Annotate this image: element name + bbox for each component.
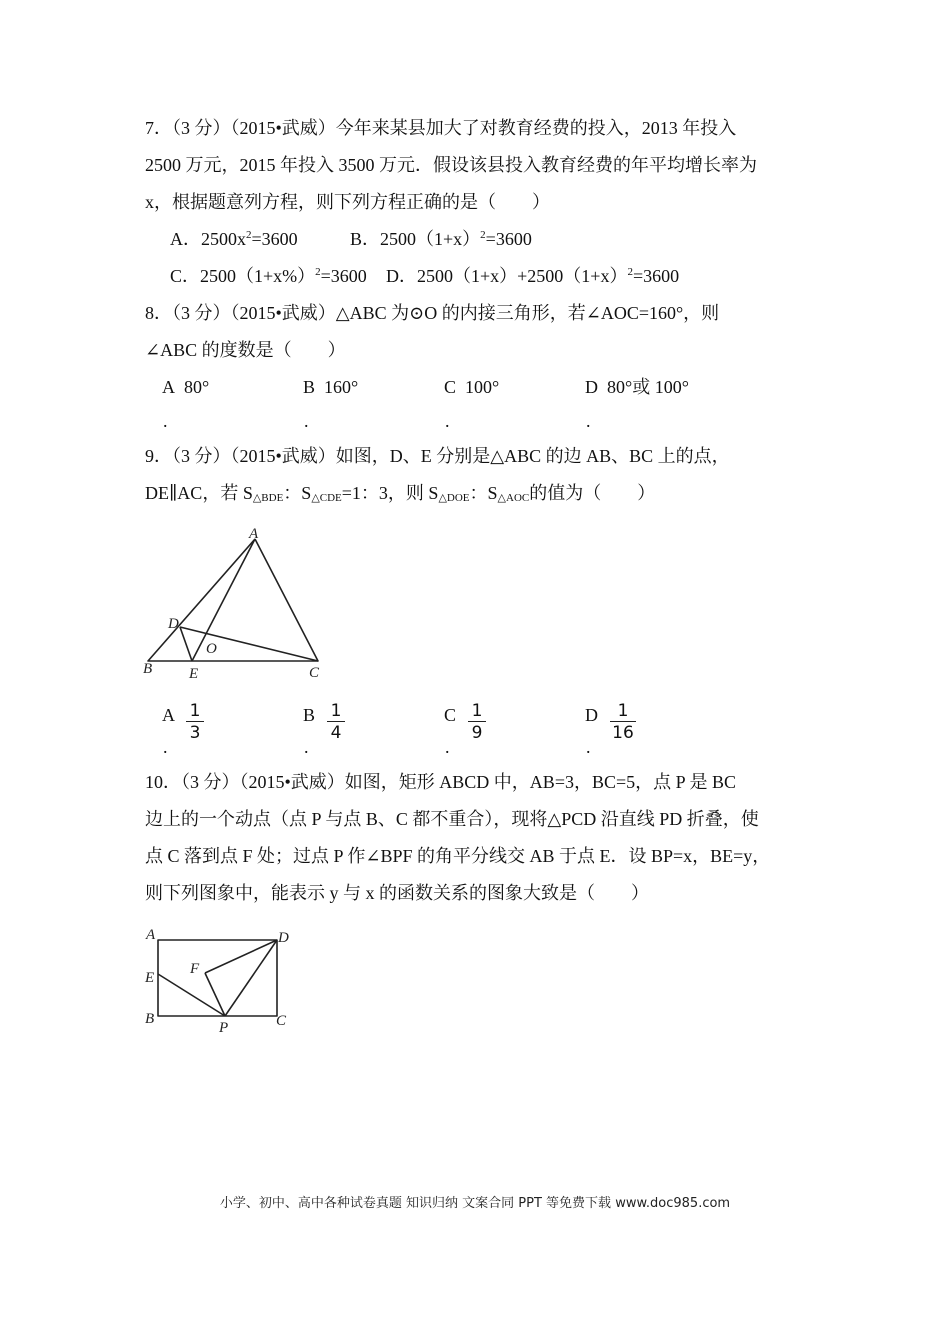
q9-option-d-dot: . xyxy=(586,737,591,757)
q9-option-b-fraction: 1 4 xyxy=(327,702,345,742)
q9-line-2: DE∥AC，若 $S_{\triangle BDE}$：$S_{\triangle CDE}=1$：3，则 $S_{\triangle DOE}$：$S_{\triangle AOC}$的值为（ ） xyxy=(145,483,656,504)
q8-line-1: 8．（3 分）（2015•武威）△ABC 为⊙O 的内接三角形，若∠AOC=160°，则 xyxy=(145,303,720,323)
q10-line-3: 点 C 落到点 F 处；过点 P 作∠BPF 的角平分线交 AB 于点 E．设 BP=x，BE=y， xyxy=(145,846,771,866)
q8-option-c-dot: . xyxy=(445,411,450,431)
q9-option-d-letter: D xyxy=(585,705,598,725)
q8-option-a-dot: . xyxy=(163,411,168,431)
q7-option-d: D．$2500(1+x)+2500(1+x)^2=3600$ xyxy=(386,266,680,286)
q10-label-f: F xyxy=(190,961,200,977)
q9-triangle-outline xyxy=(148,539,318,661)
q8-option-a: A 80° xyxy=(162,377,210,397)
q9-label-c: C xyxy=(309,665,320,681)
q9-label-b: B xyxy=(143,661,153,677)
q9-option-d-fraction: 1 16 xyxy=(610,702,636,742)
q10-label-b: B xyxy=(145,1011,155,1027)
q9-option-a-letter: A xyxy=(162,705,175,725)
q9-label-e: E xyxy=(189,666,199,682)
q7-line-3: x，根据题意列方程，则下列方程正确的是（ ） xyxy=(145,192,550,212)
q9-option-b-letter: B xyxy=(303,705,316,725)
q7-line-2: 2500 万元，2015 年投入 3500 万元．假设该县投入教育经费的年平均增长率为 xyxy=(145,155,757,175)
q9-option-c-fraction: 1 9 xyxy=(468,702,486,742)
page-footer: 小学、初中、高中各种试卷真题 知识归纳 文案合同 PPT 等免费下载 www.doc985.com xyxy=(219,1196,731,1211)
q10-line-1: 10．（3 分）（2015•武威）如图，矩形 ABCD 中，AB=3，BC=5，点 P 是 BC xyxy=(145,772,736,792)
q9-triangle-figure xyxy=(135,520,335,685)
q9-line-1: 9．（3 分）（2015•武威）如图，D、E 分别是△ABC 的边 AB、BC 上的点， xyxy=(145,446,730,466)
q9-option-a-dot: . xyxy=(163,737,168,757)
q10-label-a: A xyxy=(146,927,156,943)
q9-option-c-dot: . xyxy=(445,737,450,757)
q7-line-1: 7．（3 分）（2015•武威）今年来某县加大了对教育经费的投入，2013 年投入 xyxy=(145,118,737,138)
q10-rectangle-figure xyxy=(135,920,310,1040)
q10-label-p: P xyxy=(219,1020,229,1036)
q10-label-e: E xyxy=(145,970,155,986)
q8-option-d-dot: . xyxy=(586,411,591,431)
q8-line-2: ∠ABC 的度数是（ ） xyxy=(145,340,346,360)
q9-label-a: A xyxy=(249,526,259,542)
q10-label-c: C xyxy=(276,1013,287,1029)
q9-option-a-fraction: 1 3 xyxy=(186,702,204,742)
q10-rectangle-abcd xyxy=(158,940,277,1016)
q9-label-o: O xyxy=(206,641,217,657)
q8-option-c: C 100° xyxy=(444,377,500,397)
q8-option-b-dot: . xyxy=(304,411,309,431)
q7-option-c: C．$2500(1+x\%)^2=3600$ xyxy=(170,266,367,286)
q9-option-b-dot: . xyxy=(304,737,309,757)
q7-option-a: A．$2500x^2=3600$ xyxy=(170,229,298,249)
q8-option-b: B 160° xyxy=(303,377,359,397)
q9-segment-de xyxy=(180,627,192,661)
q9-label-d: D xyxy=(168,616,179,632)
q7-option-b: B．$2500(1+x)^2=3600$ xyxy=(350,229,532,249)
q10-label-d: D xyxy=(278,930,289,946)
q9-option-c-letter: C xyxy=(444,705,457,725)
q10-line-4: 则下列图象中，能表示 y 与 x 的函数关系的图象大致是（ ） xyxy=(145,883,649,903)
q8-option-d: D 80°或 100° xyxy=(585,377,689,397)
q10-line-2: 边上的一个动点（点 P 与点 B、C 都不重合），现将△PCD 沿直线 PD 折叠，使 xyxy=(145,809,759,829)
